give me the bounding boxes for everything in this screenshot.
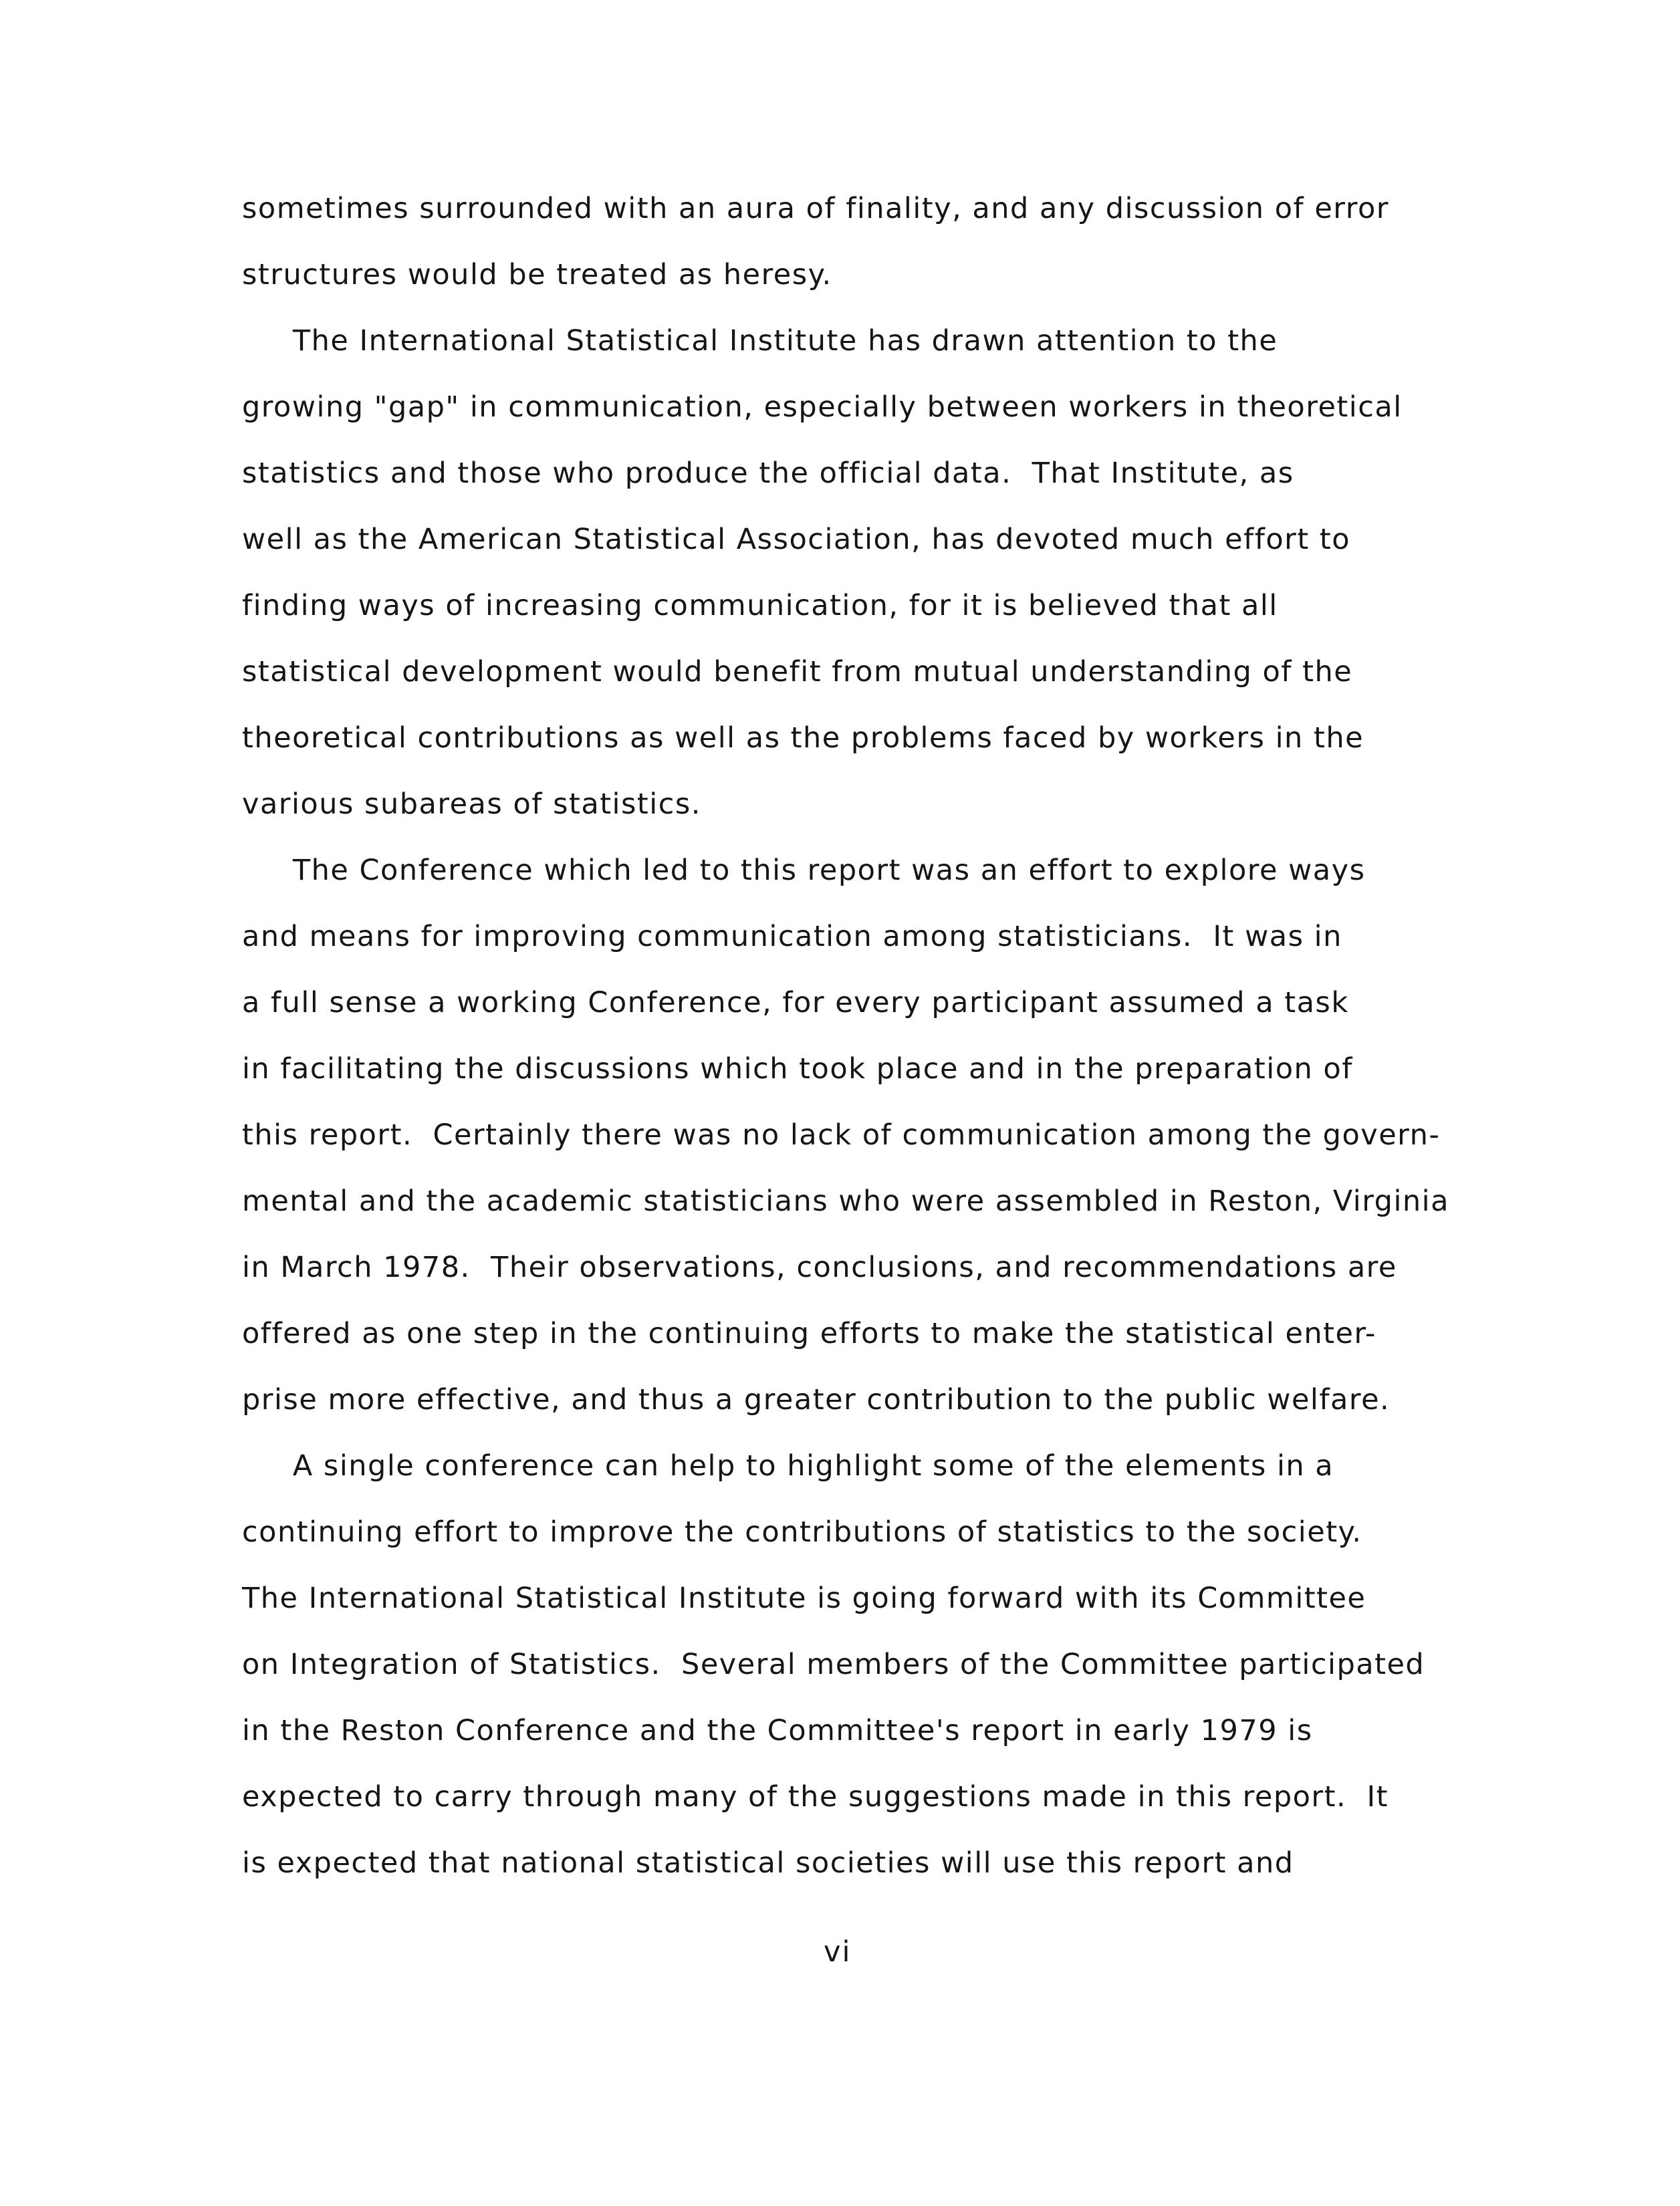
page-number: vi [824,1935,852,1969]
text-line: in March 1978. Their observations, conclusions, and recommendations are [242,1251,1397,1284]
text-line: well as the American Statistical Association, has devoted much effort to [242,523,1351,556]
text-line: The International Statistical Institute is going forward with its Committee [242,1582,1366,1615]
text-line: expected to carry through many of the suggestions made in this report. It [242,1780,1389,1814]
text-line: theoretical contributions as well as the problems faced by workers in the [242,721,1364,755]
text-line: finding ways of increasing communication, for it is believed that all [242,589,1278,622]
text-line: sometimes surrounded with an aura of finality, and any discussion of error [242,192,1389,225]
text-line: various subareas of statistics. [242,787,701,821]
text-line: A single conference can help to highlight some of the elements in a [242,1449,1334,1483]
text-line: this report. Certainly there was no lack of communication among the govern- [242,1118,1441,1152]
text-line: in facilitating the discussions which took place and in the preparation of [242,1052,1353,1086]
text-line: structures would be treated as heresy. [242,258,832,291]
text-line: growing "gap" in communication, especially between workers in theoretical [242,390,1403,424]
text-line: a full sense a working Conference, for every participant assumed a task [242,986,1349,1019]
text-line: The Conference which led to this report was an effort to explore ways [242,854,1366,887]
text-line: statistical development would benefit from mutual understanding of the [242,655,1353,689]
text-line: mental and the academic statisticians who were assembled in Reston, Virginia [242,1185,1449,1218]
text-line: on Integration of Statistics. Several members of the Committee participated [242,1648,1425,1681]
text-line: offered as one step in the continuing efforts to make the statistical enter- [242,1317,1376,1350]
text-line: is expected that national statistical societies will use this report and [242,1846,1294,1880]
text-line: The International Statistical Institute has drawn attention to the [242,324,1278,358]
text-line: and means for improving communication among statisticians. It was in [242,920,1342,953]
text-line: continuing effort to improve the contributions of statistics to the society. [242,1515,1362,1549]
text-line: statistics and those who produce the official data. That Institute, as [242,457,1294,490]
text-line: prise more effective, and thus a greater contribution to the public welfare. [242,1383,1391,1417]
text-line: in the Reston Conference and the Committee's report in early 1979 is [242,1714,1313,1747]
